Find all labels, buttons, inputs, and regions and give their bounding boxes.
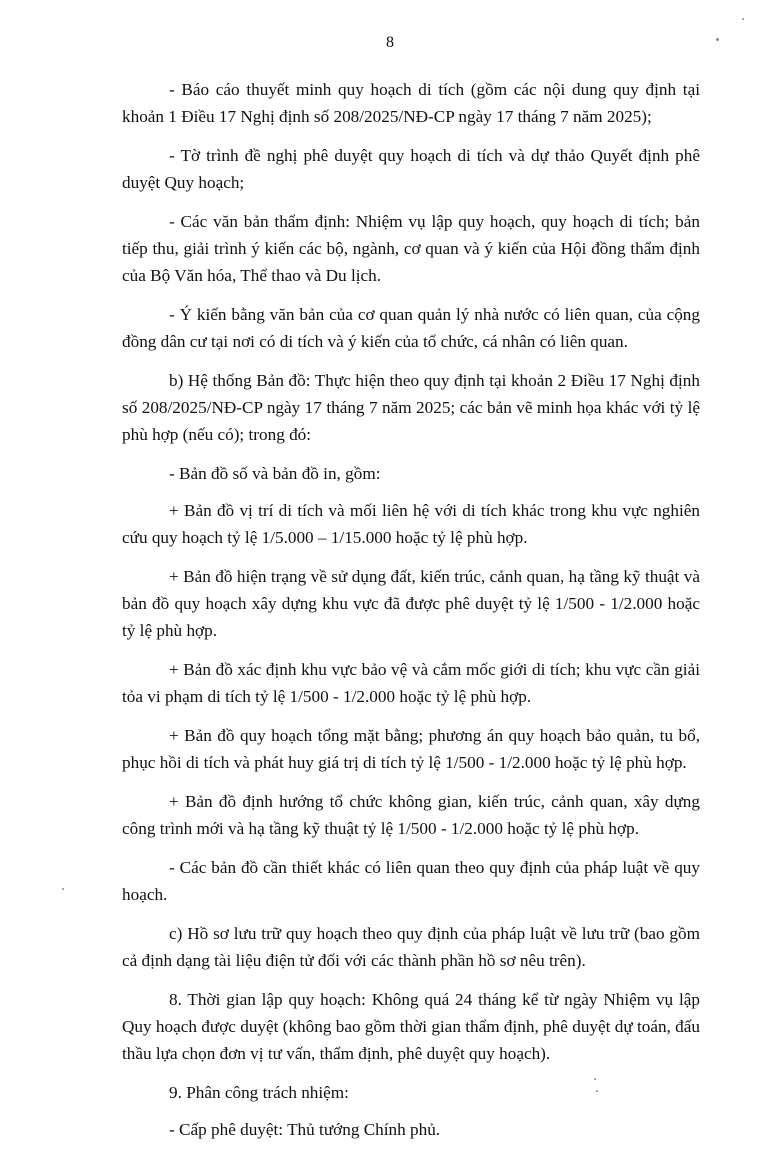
document-body xyxy=(122,76,700,1155)
paragraph-location-map: + Bản đồ vị trí di tích và mối liên hệ với di tích khác trong khu vực nghiên cứu quy hoạch tỷ lệ 1/5.000 – 1/15.000 hoặc tỷ lệ phù hợp. xyxy=(122,501,700,547)
paragraph-responsibilities: 9. Phân công trách nhiệm: xyxy=(169,1083,349,1102)
paragraph-appraisal-documents: - Các văn bản thẩm định: Nhiệm vụ lập quy hoạch, quy hoạch di tích; bản tiếp thu, giải trình ý kiến các bộ, ngành, cơ quan và ý kiến của Hội đồng thẩm định của Bộ Văn hóa, Thể thao và Du lịch. xyxy=(122,212,700,285)
paragraph-archive-records: c) Hồ sơ lưu trữ quy hoạch theo quy định của pháp luật về lưu trữ (bao gồm cả định dạng tài liệu điện tử đối với các thành phần hồ sơ nêu trên). xyxy=(122,924,700,970)
scan-speck xyxy=(596,1090,598,1092)
paragraph-protection-zone-map: + Bản đồ xác định khu vực bảo vệ và cắm mốc giới di tích; khu vực cần giải tỏa vi phạm di tích tỷ lệ 1/500 - 1/2.000 hoặc tỷ lệ phù hợp. xyxy=(122,660,700,706)
paragraph-other-maps: - Các bản đồ cần thiết khác có liên quan theo quy định của pháp luật về quy hoạch. xyxy=(122,858,700,904)
scan-speck xyxy=(594,1078,596,1080)
paragraph-current-state-map: + Bản đồ hiện trạng về sử dụng đất, kiến trúc, cảnh quan, hạ tầng kỹ thuật và bản đồ quy hoạch xây dựng khu vực đã được phê duyệt tỷ lệ 1/500 - 1/2.000 hoặc tỷ lệ phù hợp. xyxy=(122,567,700,640)
paragraph-map-system: b) Hệ thống Bản đồ: Thực hiện theo quy định tại khoản 2 Điều 17 Nghị định số 208/2025/NĐ-CP ngày 17 tháng 7 năm 2025; các bản vẽ minh họa khác với tỷ lệ phù hợp (nếu có); trong đó: xyxy=(122,371,700,444)
paragraph-report: - Báo cáo thuyết minh quy hoạch di tích (gồm các nội dung quy định tại khoản 1 Điều 17 Nghị định số 208/2025/NĐ-CP ngày 17 tháng 7 năm 2025); xyxy=(122,80,700,126)
paragraph-approval-level: - Cấp phê duyệt: Thủ tướng Chính phủ. xyxy=(169,1120,441,1139)
scan-speck xyxy=(62,888,64,890)
scan-speck xyxy=(716,38,719,41)
paragraph-planning-duration: 8. Thời gian lập quy hoạch: Không quá 24 tháng kể từ ngày Nhiệm vụ lập Quy hoạch được duyệt (không bao gồm thời gian thẩm định, phê duyệt dự toán, đấu thầu lựa chọn đơn vị tư vấn, thẩm định, phê duyệt quy hoạch). xyxy=(122,990,700,1063)
page-number: 8 xyxy=(386,34,394,51)
paragraph-spatial-orientation-map: + Bản đồ định hướng tổ chức không gian, kiến trúc, cảnh quan, xây dựng công trình mới và hạ tầng kỹ thuật tỷ lệ 1/500 - 1/2.000 hoặc tỷ lệ phù hợp. xyxy=(122,792,700,838)
paragraph-master-plan-map: + Bản đồ quy hoạch tổng mặt bằng; phương án quy hoạch bảo quản, tu bổ, phục hồi di tích và phát huy giá trị di tích tỷ lệ 1/500 - 1/2.000 hoặc tỷ lệ phù hợp. xyxy=(122,726,700,772)
paragraph-submission: - Tờ trình đề nghị phê duyệt quy hoạch di tích và dự thảo Quyết định phê duyệt Quy hoạch; xyxy=(122,146,700,192)
paragraph-written-opinions: - Ý kiến bằng văn bản của cơ quan quản lý nhà nước có liên quan, của cộng đồng dân cư tại nơi có di tích và ý kiến của tổ chức, cá nhân có liên quan. xyxy=(122,305,700,351)
scan-speck xyxy=(742,18,744,20)
paragraph-digital-maps: - Bản đồ số và bản đồ in, gồm: xyxy=(169,464,381,483)
